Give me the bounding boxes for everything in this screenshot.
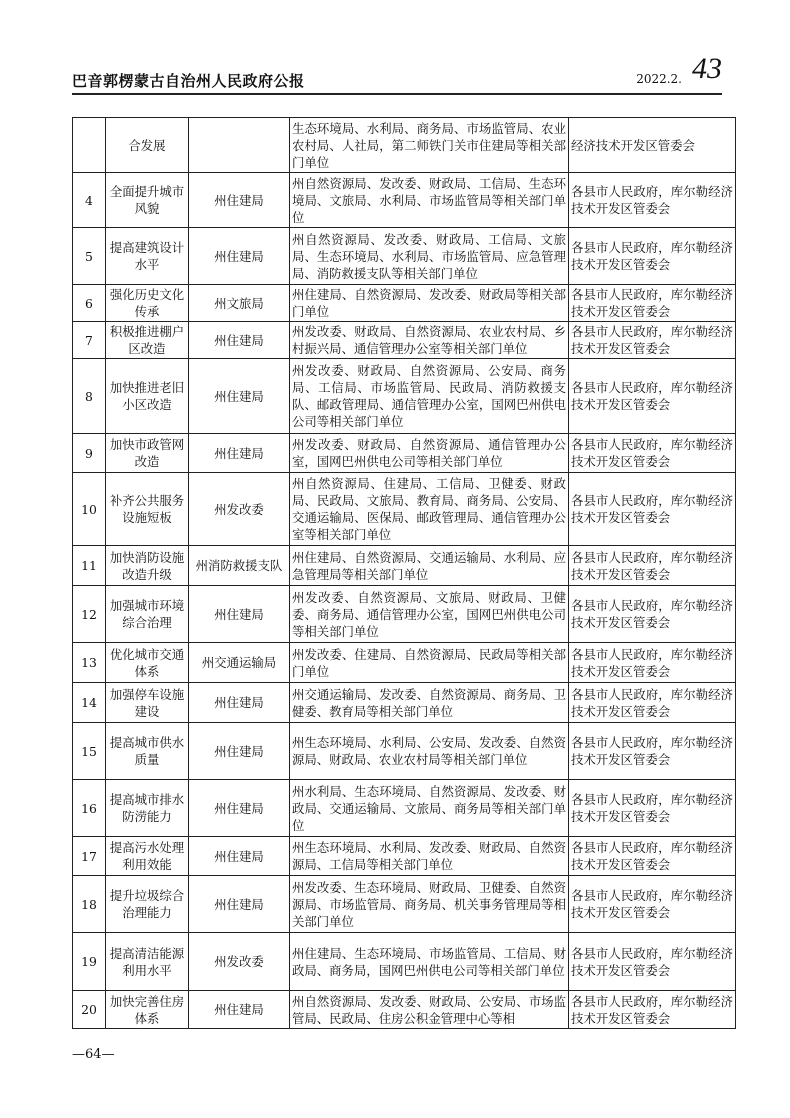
cooperating-units: 州自然资源局、发改委、财政局、公安局、市场监管局、民政局、住房公积金管理中心等相 (290, 991, 569, 1029)
responsible-units: 各县市人民政府，库尔勒经济技术开发区管委会 (569, 173, 736, 228)
responsible-units: 各县市人民政府，库尔勒经济技术开发区管委会 (569, 991, 736, 1029)
lead-unit: 州住建局 (189, 837, 290, 876)
responsible-units: 各县市人民政府，库尔勒经济技术开发区管委会 (569, 723, 736, 780)
row-number: 5 (73, 228, 106, 285)
task-name: 提高建筑设计水平 (106, 228, 189, 285)
task-name: 提高清洁能源利用水平 (106, 933, 189, 991)
cooperating-units: 州生态环境局、水利局、公安局、发改委、自然资源局、财政局、农业农村局等相关部门单位 (290, 723, 569, 780)
table-row (73, 586, 736, 643)
header-rule (72, 93, 722, 95)
lead-unit: 州住建局 (189, 586, 290, 643)
lead-unit: 州发改委 (189, 473, 290, 546)
table-row (73, 473, 736, 546)
row-number: 14 (73, 683, 106, 723)
cooperating-units: 州发改委、财政局、自然资源局、通信管理办公室，国网巴州供电公司等相关部门单位 (290, 434, 569, 473)
task-name: 加快消防设施改造升级 (106, 546, 189, 586)
cooperating-units: 州自然资源局、发改委、财政局、工信局、生态环境局、文旅局、水利局、市场监管局等相关部门单位 (290, 173, 569, 228)
row-number: 15 (73, 723, 106, 780)
task-name: 合发展 (106, 118, 189, 173)
gazette-title: 巴音郭楞蒙古自治州人民政府公报 (72, 72, 305, 90)
task-name: 加快完善住房体系 (106, 991, 189, 1029)
row-number: 9 (73, 434, 106, 473)
table-row (73, 118, 736, 173)
row-number: 7 (73, 322, 106, 359)
cooperating-units: 州交通运输局、发改委、自然资源局、商务局、卫健委、教育局等相关部门单位 (290, 683, 569, 723)
cooperating-units: 州住建局、自然资源局、交通运输局、水利局、应急管理局等相关部门单位 (290, 546, 569, 586)
table-row (73, 876, 736, 933)
responsible-units: 各县市人民政府，库尔勒经济技术开发区管委会 (569, 780, 736, 837)
responsible-units: 各县市人民政府，库尔勒经济技术开发区管委会 (569, 837, 736, 876)
cooperating-units: 州自然资源局、发改委、财政局、工信局、文旅局、生态环境局、水利局、市场监管局、应急管理局、消防救援支队等相关部门单位 (290, 228, 569, 285)
responsible-units: 各县市人民政府，库尔勒经济技术开发区管委会 (569, 586, 736, 643)
cooperating-units: 生态环境局、水利局、商务局、市场监管局、农业农村局、人社局，第二师铁门关市住建局等相关部门单位 (290, 118, 569, 173)
cooperating-units: 州发改委、财政局、自然资源局、农业农村局、乡村振兴局、通信管理办公室等相关部门单位 (290, 322, 569, 359)
lead-unit: 州住建局 (189, 723, 290, 780)
task-name: 加强停车设施建设 (106, 683, 189, 723)
lead-unit: 州住建局 (189, 876, 290, 933)
lead-unit (189, 118, 290, 173)
task-name: 提高污水处理利用效能 (106, 837, 189, 876)
row-number: 13 (73, 643, 106, 683)
lead-unit: 州住建局 (189, 359, 290, 434)
responsible-units: 各县市人民政府，库尔勒经济技术开发区管委会 (569, 473, 736, 546)
responsible-units: 各县市人民政府，库尔勒经济技术开发区管委会 (569, 285, 736, 322)
lead-unit: 州住建局 (189, 780, 290, 837)
row-number: 19 (73, 933, 106, 991)
lead-unit: 州消防救援支队 (189, 546, 290, 586)
lead-unit: 州交通运输局 (189, 643, 290, 683)
cooperating-units: 州发改委、住建局、自然资源局、民政局等相关部门单位 (290, 643, 569, 683)
row-number: 11 (73, 546, 106, 586)
responsible-units: 各县市人民政府，库尔勒经济技术开发区管委会 (569, 228, 736, 285)
row-number: 16 (73, 780, 106, 837)
responsible-units: 各县市人民政府，库尔勒经济技术开发区管委会 (569, 434, 736, 473)
table-row (73, 837, 736, 876)
cooperating-units: 州住建局、自然资源局、发改委、财政局等相关部门单位 (290, 285, 569, 322)
cooperating-units: 州生态环境局、水利局、发改委、财政局、自然资源局、工信局等相关部门单位 (290, 837, 569, 876)
row-number: 20 (73, 991, 106, 1029)
table-row (73, 991, 736, 1029)
responsible-units: 各县市人民政府，库尔勒经济技术开发区管委会 (569, 359, 736, 434)
cooperating-units: 州水利局、生态环境局、自然资源局、发改委、财政局、交通运输局、文旅局、商务局等相关部门单位 (290, 780, 569, 837)
lead-unit: 州住建局 (189, 434, 290, 473)
task-name: 积极推进棚户区改造 (106, 322, 189, 359)
task-name: 强化历史文化传承 (106, 285, 189, 322)
responsible-units: 各县市人民政府，库尔勒经济技术开发区管委会 (569, 546, 736, 586)
task-name: 补齐公共服务设施短板 (106, 473, 189, 546)
responsible-units: 各县市人民政府，库尔勒经济技术开发区管委会 (569, 933, 736, 991)
row-number: 17 (73, 837, 106, 876)
task-name: 提升垃圾综合治理能力 (106, 876, 189, 933)
row-number: 10 (73, 473, 106, 546)
task-name: 提高城市排水防涝能力 (106, 780, 189, 837)
table-row (73, 780, 736, 837)
table-row (73, 322, 736, 359)
lead-unit: 州文旅局 (189, 285, 290, 322)
cooperating-units: 州自然资源局、住建局、工信局、卫健委、财政局、民政局、文旅局、教育局、商务局、公安局、交通运输局、医保局、邮政管理局、通信管理办公室等相关部门单位 (290, 473, 569, 546)
issue-date: 2022.2. (636, 72, 682, 86)
row-number: 6 (73, 285, 106, 322)
cooperating-units: 州住建局、生态环境局、市场监管局、工信局、财政局、商务局，国网巴州供电公司等相关部门单位 (290, 933, 569, 991)
lead-unit: 州住建局 (189, 228, 290, 285)
table-row (73, 933, 736, 991)
table-row (73, 546, 736, 586)
task-name: 加快推进老旧小区改造 (106, 359, 189, 434)
table-row (73, 359, 736, 434)
responsible-units: 各县市人民政府，库尔勒经济技术开发区管委会 (569, 643, 736, 683)
table-row (73, 723, 736, 780)
row-number: 18 (73, 876, 106, 933)
task-name: 提高城市供水质量 (106, 723, 189, 780)
task-name: 加快市政管网改造 (106, 434, 189, 473)
lead-unit: 州住建局 (189, 991, 290, 1029)
lead-unit: 州住建局 (189, 173, 290, 228)
row-number: 12 (73, 586, 106, 643)
page-number: —64— (72, 1047, 115, 1062)
table-row (73, 285, 736, 322)
table-row (73, 683, 736, 723)
page-header (72, 54, 722, 88)
row-number: 8 (73, 359, 106, 434)
row-number: 4 (73, 173, 106, 228)
cooperating-units: 州发改委、财政局、自然资源局、公安局、商务局、工信局、市场监管局、民政局、消防救援支队、邮政管理局、通信管理办公室，国网巴州供电公司等相关部门单位 (290, 359, 569, 434)
responsible-units: 各县市人民政府，库尔勒经济技术开发区管委会 (569, 876, 736, 933)
table-row (73, 643, 736, 683)
lead-unit: 州住建局 (189, 683, 290, 723)
table-row (73, 434, 736, 473)
responsible-units: 各县市人民政府，库尔勒经济技术开发区管委会 (569, 322, 736, 359)
lead-unit: 州发改委 (189, 933, 290, 991)
table-row (73, 228, 736, 285)
responsible-units: 各县市人民政府，库尔勒经济技术开发区管委会 (569, 683, 736, 723)
task-name: 优化城市交通体系 (106, 643, 189, 683)
task-table (72, 117, 736, 1029)
table-row (73, 173, 736, 228)
cooperating-units: 州发改委、生态环境局、财政局、卫健委、自然资源局、市场监管局、商务局、机关事务管理局等相关部门单位 (290, 876, 569, 933)
task-name: 加强城市环境综合治理 (106, 586, 189, 643)
row-number (73, 118, 106, 173)
task-name: 全面提升城市风貌 (106, 173, 189, 228)
lead-unit: 州住建局 (189, 322, 290, 359)
issue-number: 43 (692, 52, 722, 85)
cooperating-units: 州发改委、自然资源局、文旅局、财政局、卫健委、商务局、通信管理办公室，国网巴州供电公司等相关部门单位 (290, 586, 569, 643)
responsible-units: 经济技术开发区管委会 (569, 118, 736, 173)
